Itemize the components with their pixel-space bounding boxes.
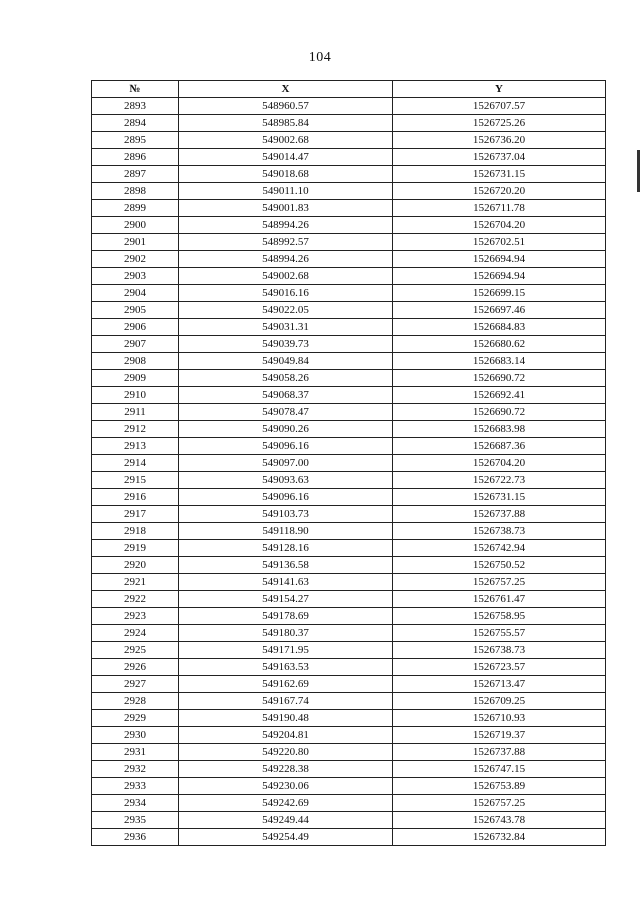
cell-x: 549078.47 xyxy=(179,404,393,421)
table-row xyxy=(92,625,606,642)
cell-y: 1526694.94 xyxy=(393,251,606,268)
header-x: X xyxy=(179,81,393,98)
cell-y: 1526737.88 xyxy=(393,744,606,761)
cell-x: 549118.90 xyxy=(179,523,393,540)
header-row xyxy=(92,81,606,98)
cell-x: 549249.44 xyxy=(179,812,393,829)
cell-x: 549039.73 xyxy=(179,336,393,353)
cell-x: 549141.63 xyxy=(179,574,393,591)
table-row xyxy=(92,115,606,132)
table-row xyxy=(92,540,606,557)
table-row xyxy=(92,149,606,166)
cell-y: 1526697.46 xyxy=(393,302,606,319)
cell-y: 1526736.20 xyxy=(393,132,606,149)
cell-number: 2932 xyxy=(92,761,179,778)
table-header xyxy=(92,81,606,98)
table-row xyxy=(92,132,606,149)
table-row xyxy=(92,710,606,727)
table-row xyxy=(92,506,606,523)
cell-number: 2934 xyxy=(92,795,179,812)
cell-y: 1526707.57 xyxy=(393,98,606,115)
table-row xyxy=(92,404,606,421)
table-row xyxy=(92,829,606,846)
table-body xyxy=(92,98,606,846)
cell-y: 1526694.94 xyxy=(393,268,606,285)
page-number: 104 xyxy=(308,50,332,65)
cell-x: 549171.95 xyxy=(179,642,393,659)
header-number: № xyxy=(92,81,179,98)
cell-y: 1526755.57 xyxy=(393,625,606,642)
table-row xyxy=(92,523,606,540)
cell-y: 1526732.84 xyxy=(393,829,606,846)
cell-x: 549254.49 xyxy=(179,829,393,846)
cell-number: 2906 xyxy=(92,319,179,336)
cell-x: 549068.37 xyxy=(179,387,393,404)
cell-number: 2901 xyxy=(92,234,179,251)
cell-number: 2913 xyxy=(92,438,179,455)
table-row xyxy=(92,557,606,574)
cell-number: 2933 xyxy=(92,778,179,795)
cell-number: 2893 xyxy=(92,98,179,115)
cell-y: 1526731.15 xyxy=(393,166,606,183)
cell-x: 548985.84 xyxy=(179,115,393,132)
table-row xyxy=(92,421,606,438)
cell-x: 549167.74 xyxy=(179,693,393,710)
table-row xyxy=(92,302,606,319)
cell-x: 549011.10 xyxy=(179,183,393,200)
cell-y: 1526723.57 xyxy=(393,659,606,676)
cell-number: 2903 xyxy=(92,268,179,285)
table-row xyxy=(92,336,606,353)
table-row xyxy=(92,353,606,370)
cell-x: 549090.26 xyxy=(179,421,393,438)
table-row xyxy=(92,642,606,659)
table-row xyxy=(92,761,606,778)
cell-number: 2922 xyxy=(92,591,179,608)
cell-number: 2935 xyxy=(92,812,179,829)
cell-y: 1526699.15 xyxy=(393,285,606,302)
cell-number: 2916 xyxy=(92,489,179,506)
cell-x: 549163.53 xyxy=(179,659,393,676)
cell-number: 2918 xyxy=(92,523,179,540)
table-row xyxy=(92,812,606,829)
cell-number: 2919 xyxy=(92,540,179,557)
cell-number: 2931 xyxy=(92,744,179,761)
coordinates-table xyxy=(91,80,606,846)
cell-y: 1526753.89 xyxy=(393,778,606,795)
cell-number: 2894 xyxy=(92,115,179,132)
cell-number: 2899 xyxy=(92,200,179,217)
cell-number: 2936 xyxy=(92,829,179,846)
cell-x: 549031.31 xyxy=(179,319,393,336)
cell-number: 2920 xyxy=(92,557,179,574)
table-row xyxy=(92,778,606,795)
cell-number: 2911 xyxy=(92,404,179,421)
cell-x: 549162.69 xyxy=(179,676,393,693)
table-row xyxy=(92,98,606,115)
cell-y: 1526720.20 xyxy=(393,183,606,200)
cell-y: 1526704.20 xyxy=(393,217,606,234)
table-row xyxy=(92,659,606,676)
cell-y: 1526702.51 xyxy=(393,234,606,251)
cell-x: 549136.58 xyxy=(179,557,393,574)
cell-y: 1526725.26 xyxy=(393,115,606,132)
cell-y: 1526761.47 xyxy=(393,591,606,608)
cell-x: 549022.05 xyxy=(179,302,393,319)
cell-y: 1526680.62 xyxy=(393,336,606,353)
cell-y: 1526683.98 xyxy=(393,421,606,438)
cell-x: 549001.83 xyxy=(179,200,393,217)
cell-x: 548960.57 xyxy=(179,98,393,115)
table-row xyxy=(92,268,606,285)
cell-y: 1526690.72 xyxy=(393,370,606,387)
cell-y: 1526684.83 xyxy=(393,319,606,336)
cell-y: 1526738.73 xyxy=(393,523,606,540)
cell-y: 1526750.52 xyxy=(393,557,606,574)
cell-x: 548994.26 xyxy=(179,217,393,234)
cell-x: 549128.16 xyxy=(179,540,393,557)
cell-x: 549058.26 xyxy=(179,370,393,387)
cell-number: 2900 xyxy=(92,217,179,234)
cell-x: 549154.27 xyxy=(179,591,393,608)
table-row xyxy=(92,727,606,744)
cell-number: 2914 xyxy=(92,455,179,472)
table-row xyxy=(92,217,606,234)
cell-number: 2927 xyxy=(92,676,179,693)
cell-y: 1526743.78 xyxy=(393,812,606,829)
cell-y: 1526737.04 xyxy=(393,149,606,166)
table-row xyxy=(92,387,606,404)
cell-y: 1526719.37 xyxy=(393,727,606,744)
table-row xyxy=(92,370,606,387)
cell-x: 549220.80 xyxy=(179,744,393,761)
cell-x: 548994.26 xyxy=(179,251,393,268)
cell-x: 549049.84 xyxy=(179,353,393,370)
cell-y: 1526709.25 xyxy=(393,693,606,710)
cell-number: 2910 xyxy=(92,387,179,404)
cell-number: 2924 xyxy=(92,625,179,642)
cell-number: 2898 xyxy=(92,183,179,200)
table-row xyxy=(92,438,606,455)
cell-x: 549093.63 xyxy=(179,472,393,489)
cell-y: 1526742.94 xyxy=(393,540,606,557)
table-row xyxy=(92,489,606,506)
cell-x: 549204.81 xyxy=(179,727,393,744)
cell-number: 2896 xyxy=(92,149,179,166)
cell-y: 1526713.47 xyxy=(393,676,606,693)
cell-y: 1526690.72 xyxy=(393,404,606,421)
cell-x: 549016.16 xyxy=(179,285,393,302)
cell-y: 1526722.73 xyxy=(393,472,606,489)
table-row xyxy=(92,693,606,710)
table-row xyxy=(92,574,606,591)
cell-number: 2902 xyxy=(92,251,179,268)
cell-x: 549103.73 xyxy=(179,506,393,523)
cell-x: 549097.00 xyxy=(179,455,393,472)
table-row xyxy=(92,795,606,812)
cell-x: 549014.47 xyxy=(179,149,393,166)
cell-x: 549228.38 xyxy=(179,761,393,778)
cell-number: 2925 xyxy=(92,642,179,659)
table-row xyxy=(92,744,606,761)
cell-x: 549190.48 xyxy=(179,710,393,727)
cell-number: 2930 xyxy=(92,727,179,744)
table-row xyxy=(92,166,606,183)
table-row xyxy=(92,234,606,251)
table-row xyxy=(92,676,606,693)
cell-x: 549178.69 xyxy=(179,608,393,625)
cell-y: 1526757.25 xyxy=(393,795,606,812)
cell-y: 1526747.15 xyxy=(393,761,606,778)
cell-number: 2905 xyxy=(92,302,179,319)
cell-number: 2926 xyxy=(92,659,179,676)
cell-x: 549002.68 xyxy=(179,132,393,149)
cell-x: 549242.69 xyxy=(179,795,393,812)
cell-x: 549180.37 xyxy=(179,625,393,642)
cell-y: 1526704.20 xyxy=(393,455,606,472)
cell-y: 1526738.73 xyxy=(393,642,606,659)
cell-number: 2895 xyxy=(92,132,179,149)
table-row xyxy=(92,472,606,489)
cell-number: 2917 xyxy=(92,506,179,523)
table-row xyxy=(92,608,606,625)
cell-number: 2904 xyxy=(92,285,179,302)
cell-number: 2897 xyxy=(92,166,179,183)
cell-y: 1526710.93 xyxy=(393,710,606,727)
table-row xyxy=(92,251,606,268)
cell-y: 1526757.25 xyxy=(393,574,606,591)
cell-y: 1526687.36 xyxy=(393,438,606,455)
cell-y: 1526711.78 xyxy=(393,200,606,217)
header-y: Y xyxy=(393,81,606,98)
cell-y: 1526737.88 xyxy=(393,506,606,523)
cell-number: 2908 xyxy=(92,353,179,370)
cell-number: 2915 xyxy=(92,472,179,489)
cell-number: 2923 xyxy=(92,608,179,625)
cell-number: 2921 xyxy=(92,574,179,591)
cell-number: 2909 xyxy=(92,370,179,387)
cell-x: 549096.16 xyxy=(179,438,393,455)
table-row xyxy=(92,183,606,200)
cell-number: 2928 xyxy=(92,693,179,710)
cell-y: 1526758.95 xyxy=(393,608,606,625)
cell-number: 2929 xyxy=(92,710,179,727)
cell-number: 2907 xyxy=(92,336,179,353)
cell-y: 1526692.41 xyxy=(393,387,606,404)
table-row xyxy=(92,455,606,472)
cell-y: 1526731.15 xyxy=(393,489,606,506)
cell-x: 549230.06 xyxy=(179,778,393,795)
cell-x: 549002.68 xyxy=(179,268,393,285)
cell-x: 549018.68 xyxy=(179,166,393,183)
table-row xyxy=(92,319,606,336)
table-row xyxy=(92,591,606,608)
cell-x: 549096.16 xyxy=(179,489,393,506)
cell-number: 2912 xyxy=(92,421,179,438)
table-row xyxy=(92,285,606,302)
table-row xyxy=(92,200,606,217)
cell-y: 1526683.14 xyxy=(393,353,606,370)
cell-x: 548992.57 xyxy=(179,234,393,251)
